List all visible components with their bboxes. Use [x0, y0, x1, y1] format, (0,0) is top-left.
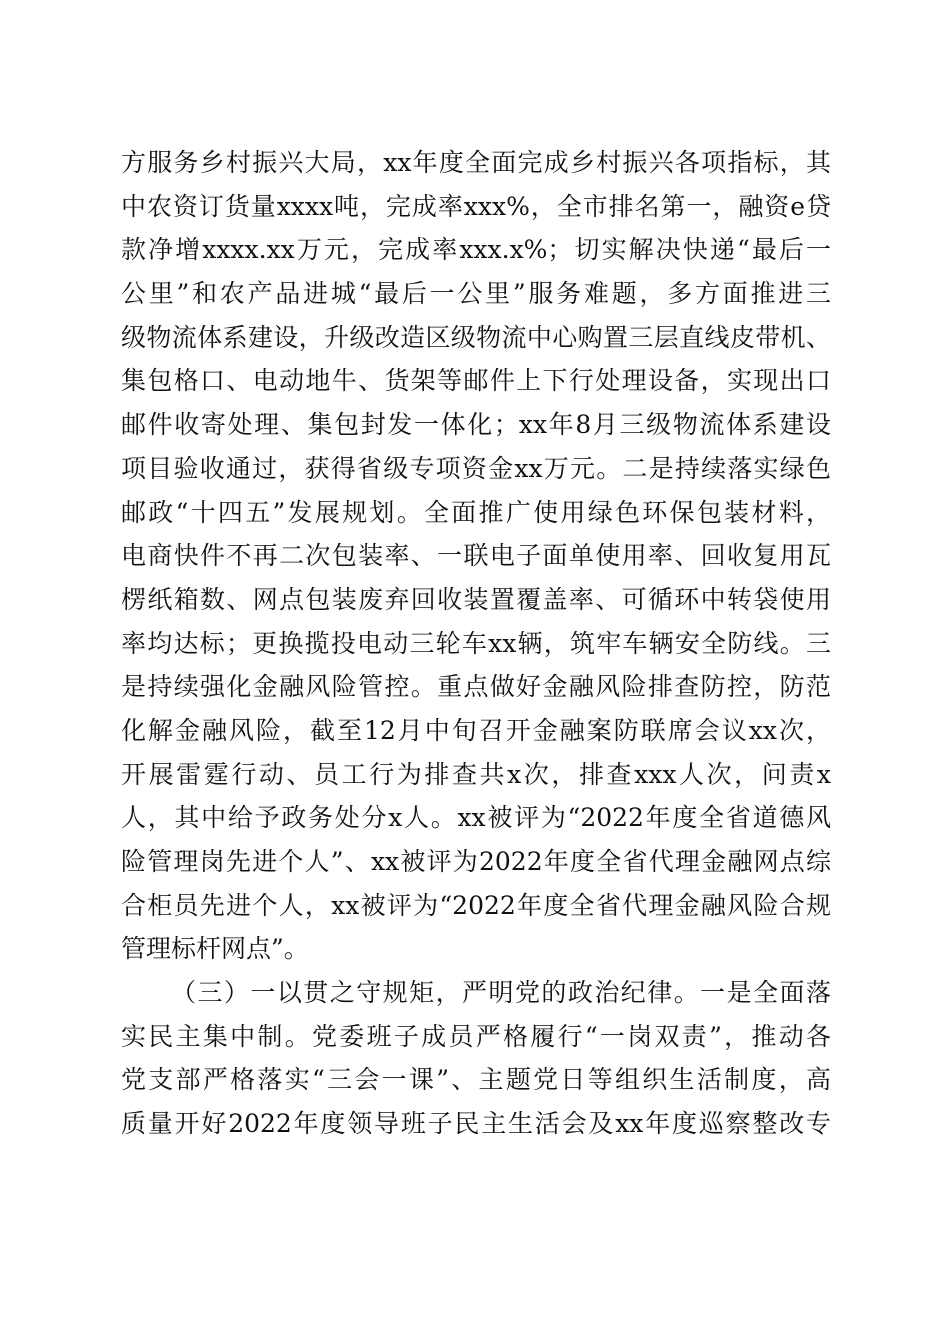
text-line: 级物流体系建设，升级改造区级物流中心购置三层直线皮带机、: [121, 322, 831, 352]
text-line: 开展雷霆行动、员工行为排查共x次，排查xxx人次，问责x: [121, 759, 831, 789]
text-line: 合柜员先进个人，xx被评为“2022年度全省代理金融风险合规: [121, 890, 831, 920]
section-heading-line: （三）一以贯之守规矩，严明党的政治纪律。一是全面落: [171, 978, 831, 1008]
text-line: 电商快件不再二次包装率、一联电子面单使用率、回收复用瓦: [121, 541, 831, 571]
text-line: 方服务乡村振兴大局，xx年度全面完成乡村振兴各项指标，其: [121, 148, 831, 177]
text-line: 公里”和农产品进城“最后一公里”服务难题，多方面推进三: [121, 279, 831, 309]
text-line: 楞纸箱数、网点包装废弃回收装置覆盖率、可循环中转袋使用: [121, 584, 831, 614]
text-line: 化解金融风险，截至12月中旬召开金融案防联席会议xx次，: [121, 715, 831, 745]
text-line: 质量开好2022年度领导班子民主生活会及xx年度巡察整改专: [121, 1109, 831, 1139]
document-body: [121, 141, 831, 1146]
text-line: 邮政“十四五”发展规划。全面推广使用绿色环保包装材料，: [121, 497, 831, 527]
text-line: 党支部严格落实“三会一课”、主题党日等组织生活制度，高: [121, 1065, 831, 1095]
paragraph-last-line: 管理标杆网点”。: [121, 934, 309, 964]
text-line: 中农资订货量xxxx吨，完成率xxx%，全市排名第一，融资e贷: [121, 191, 831, 221]
text-line: 集包格口、电动地牛、货架等邮件上下行处理设备，实现出口: [121, 366, 831, 396]
text-line: 实民主集中制。党委班子成员严格履行“一岗双责”，推动各: [121, 1021, 831, 1051]
text-line: 邮件收寄处理、集包封发一体化；xx年8月三级物流体系建设: [121, 410, 831, 440]
text-line: 是持续强化金融风险管控。重点做好金融风险排查防控，防范: [121, 672, 831, 702]
text-line: 项目验收通过，获得省级专项资金xx万元。二是持续落实绿色: [121, 453, 831, 483]
text-line: 险管理岗先进个人”、xx被评为2022年度全省代理金融网点综: [121, 847, 831, 876]
text-line: 率均达标；更换揽投电动三轮车xx辆，筑牢车辆安全防线。三: [121, 628, 831, 658]
text-line: 款净增xxxx.xx万元，完成率xxx.x%；切实解决快递“最后一: [121, 235, 831, 265]
text-line: 人，其中给予政务处分x人。xx被评为“2022年度全省道德风: [121, 803, 831, 833]
